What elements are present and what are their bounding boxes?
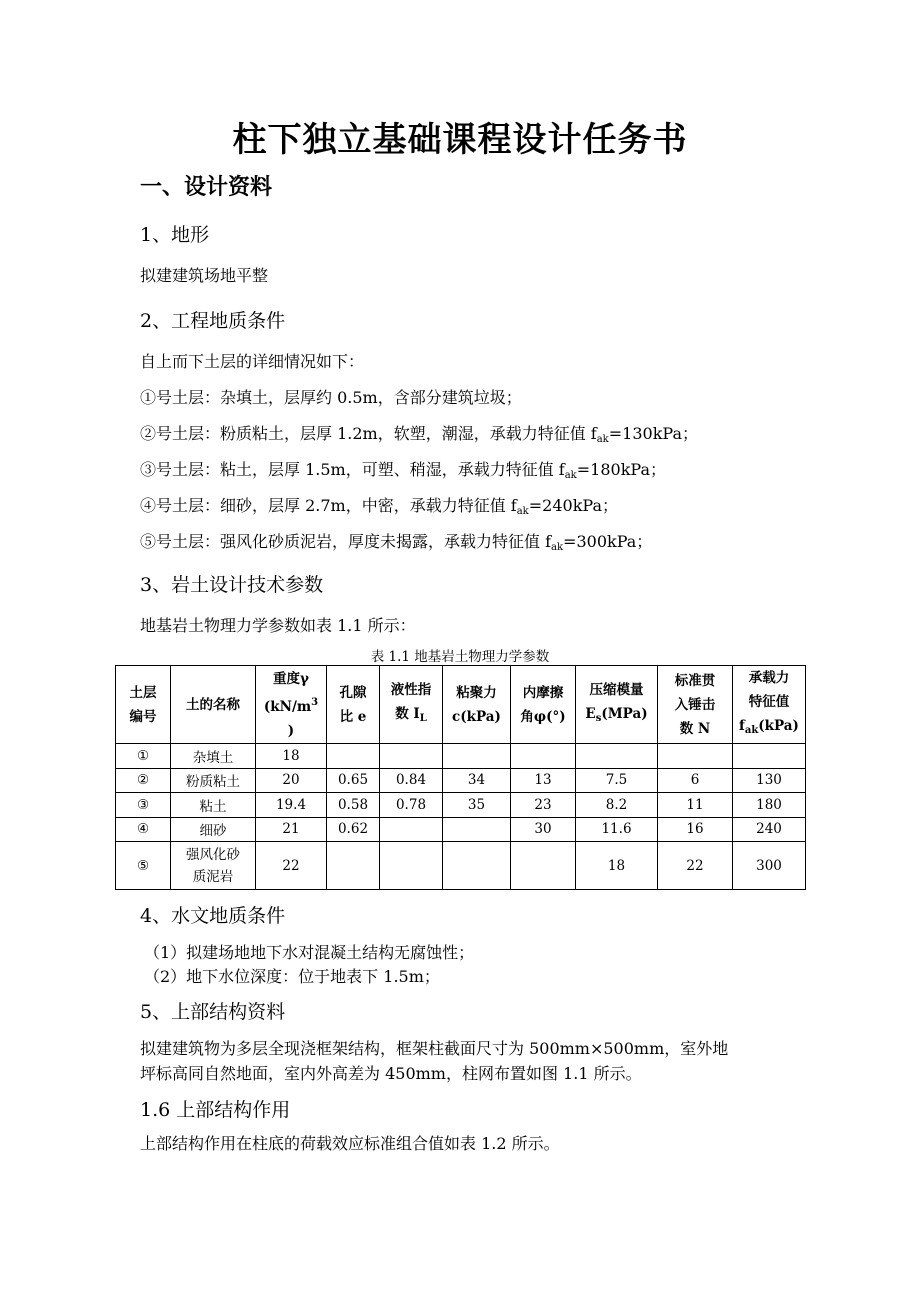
cell-soil-name: 粘土 [171, 793, 256, 818]
cell-compression-modulus [576, 744, 658, 769]
soil-properties-table [115, 665, 806, 890]
heading-hydrogeology: 4、水文地质条件 [140, 905, 286, 927]
heading-geology: 2、工程地质条件 [140, 310, 286, 332]
cell-friction-angle: 13 [511, 768, 576, 793]
geology-intro: 自上而下土层的详细情况如下： [140, 352, 365, 371]
header-layer-no: 土层 编号 [116, 666, 171, 744]
table-row [116, 768, 806, 793]
cell-soil-name: 杂填土 [171, 744, 256, 769]
cell-cohesion: 34 [443, 768, 511, 793]
cell-soil-name: 细砂 [171, 817, 256, 842]
table-row [116, 817, 806, 842]
layer-line: ①号土层：杂填土，层厚约 0.5m，含部分建筑垃圾； [140, 388, 522, 407]
cell-layer-no: ④ [116, 817, 171, 842]
cell-spt-blows: 22 [658, 842, 733, 890]
cell-unit-weight: 19.4 [256, 793, 327, 818]
cell-compression-modulus: 8.2 [576, 793, 658, 818]
table-header-row [116, 666, 806, 744]
cell-bearing-capacity: 300 [733, 842, 806, 890]
layer-line: ②号土层：粉质粘土，层厚 1.2m，软塑，潮湿，承载力特征值 $f_{ak}=130kPa$； [140, 424, 698, 445]
cell-layer-no: ③ [116, 793, 171, 818]
cell-cohesion [443, 817, 511, 842]
heading-structural-actions: 1.6 上部结构作用 [140, 1099, 291, 1121]
section-heading-design-data: 一、设计资料 [140, 174, 273, 200]
cell-layer-no: ⑤ [116, 842, 171, 890]
header-bearing-capacity: 承载力 特征值 $f_{ak}(kPa)$ [733, 666, 806, 744]
cell-liquidity-index [380, 744, 443, 769]
cell-unit-weight: 18 [256, 744, 327, 769]
cell-friction-angle [511, 842, 576, 890]
cell-void-ratio [327, 744, 380, 769]
header-compression-modulus: 压缩模量 $E_s(MPa)$ [576, 666, 658, 744]
cell-compression-modulus: 11.6 [576, 817, 658, 842]
cell-layer-no: ② [116, 768, 171, 793]
cell-spt-blows [658, 744, 733, 769]
header-soil-name: 土的名称 [171, 666, 256, 744]
header-unit-weight: 重度γ ($kN/m^3$ ) [256, 666, 327, 744]
cell-bearing-capacity: 130 [733, 768, 806, 793]
cell-compression-modulus: 18 [576, 842, 658, 890]
superstructure-text: 拟建建筑物为多层全现浇框架结构，框架柱截面尺寸为 500mm×500mm，室外地 [140, 1039, 729, 1058]
cell-spt-blows: 11 [658, 793, 733, 818]
table-caption: 表 1.1 地基岩土物理力学参数 [370, 649, 550, 665]
cell-cohesion [443, 744, 511, 769]
table-row [116, 793, 806, 818]
cell-compression-modulus: 7.5 [576, 768, 658, 793]
layer-line: ③号土层：粘土，层厚 1.5m，可塑、稍湿，承载力特征值 $f_{ak}=180kPa$； [140, 460, 666, 481]
cell-friction-angle [511, 744, 576, 769]
page-title: 柱下独立基础课程设计任务书 [232, 120, 688, 160]
cell-layer-no: ① [116, 744, 171, 769]
cell-spt-blows: 6 [658, 768, 733, 793]
cell-liquidity-index [380, 842, 443, 890]
cell-void-ratio: 0.62 [327, 817, 380, 842]
cell-liquidity-index [380, 817, 443, 842]
cell-unit-weight: 20 [256, 768, 327, 793]
hydro-item: （1）拟建场地地下水对混凝土结构无腐蚀性； [144, 943, 475, 962]
heading-geotech-params: 3、岩土设计技术参数 [140, 574, 324, 596]
table-row [116, 842, 806, 890]
cell-void-ratio: 0.58 [327, 793, 380, 818]
superstructure-text: 坪标高同自然地面，室内外高差为 450mm，柱网布置如图 1.1 所示。 [140, 1064, 642, 1083]
cell-liquidity-index: 0.84 [380, 768, 443, 793]
heading-terrain: 1、地形 [140, 224, 210, 246]
cell-void-ratio [327, 842, 380, 890]
header-void-ratio: 孔隙 比 e [327, 666, 380, 744]
cell-spt-blows: 16 [658, 817, 733, 842]
cell-friction-angle: 30 [511, 817, 576, 842]
header-spt-blows: 标准贯 入锤击 数 N [658, 666, 733, 744]
cell-void-ratio: 0.65 [327, 768, 380, 793]
cell-soil-name: 强风化砂 质泥岩 [171, 842, 256, 890]
cell-friction-angle: 23 [511, 793, 576, 818]
cell-cohesion: 35 [443, 793, 511, 818]
header-cohesion: 粘聚力 c(kPa) [443, 666, 511, 744]
cell-soil-name: 粉质粘土 [171, 768, 256, 793]
layer-line: ⑤号土层：强风化砂质泥岩，厚度未揭露，承载力特征值 $f_{ak}=300kPa$； [140, 532, 653, 553]
structural-actions-text: 上部结构作用在柱底的荷载效应标准组合值如表 1.2 所示。 [140, 1134, 560, 1153]
heading-superstructure: 5、上部结构资料 [140, 1001, 286, 1023]
cell-cohesion [443, 842, 511, 890]
cell-bearing-capacity [733, 744, 806, 769]
header-liquidity-index: 液性指 数 $I_L$ [380, 666, 443, 744]
cell-unit-weight: 22 [256, 842, 327, 890]
hydro-item: （2）地下水位深度：位于地表下 1.5m； [144, 967, 440, 986]
terrain-text: 拟建建筑场地平整 [140, 266, 269, 285]
cell-bearing-capacity: 240 [733, 817, 806, 842]
layer-line: ④号土层：细砂，层厚 2.7m，中密，承载力特征值 $f_{ak}=240kPa$； [140, 496, 618, 517]
header-friction-angle: 内摩擦 角φ(°) [511, 666, 576, 744]
cell-unit-weight: 21 [256, 817, 327, 842]
table-row [116, 744, 806, 769]
params-intro: 地基岩土物理力学参数如表 1.1 所示： [140, 616, 416, 635]
cell-liquidity-index: 0.78 [380, 793, 443, 818]
cell-bearing-capacity: 180 [733, 793, 806, 818]
